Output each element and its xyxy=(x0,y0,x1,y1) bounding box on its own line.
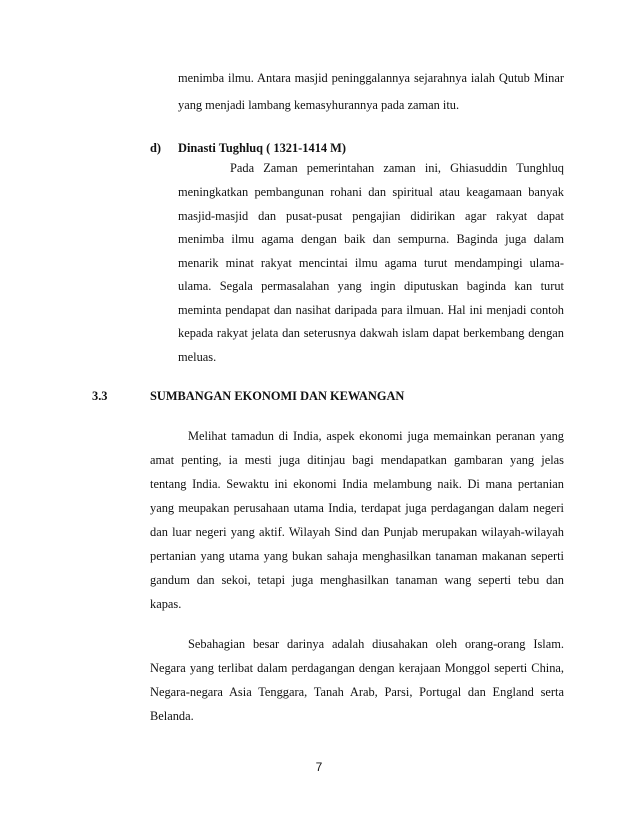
paragraph-line: Sebahagian besar darinya adalah diusahakan oleh orang-orang Islam. xyxy=(188,637,564,651)
section-number: 3.3 xyxy=(92,389,108,403)
paragraph-line: Belanda. xyxy=(150,709,194,723)
paragraph-line: kepada rakyat jelata dan seterusnya dakwah islam dapat berkembang dengan xyxy=(178,326,564,340)
paragraph-line: yang meupakan perusahaan utama India, terdapat juga perdagangan dalam negeri xyxy=(150,501,564,515)
subsection-heading: Dinasti Tughluq ( 1321-1414 M) xyxy=(178,141,346,155)
paragraph-line: yang menjadi lambang kemasyhurannya pada zaman itu. xyxy=(178,98,460,112)
paragraph-line: menarik minat rakyat mencintai ilmu agama turut mendampingi ulama- xyxy=(178,256,564,270)
paragraph-line: menimba ilmu agama dengan baik dan sempurna. Baginda juga dalam xyxy=(178,232,564,246)
paragraph-line: Negara-negara Asia Tenggara, Tanah Arab, Parsi, Portugal dan England serta xyxy=(150,685,564,699)
paragraph-line: kapas. xyxy=(150,597,182,611)
page-number: 7 xyxy=(315,760,323,774)
paragraph-line: pertanian yang utama yang bukan sahaja menghasilkan tanaman makanan seperti xyxy=(150,549,564,563)
section-heading: SUMBANGAN EKONOMI DAN KEWANGAN xyxy=(150,389,405,403)
paragraph-line: masjid-masjid dan pusat-pusat pengajian didirikan agar rakyat dapat xyxy=(178,209,564,223)
paragraph-line: gandum dan sekoi, tetapi juga menghasilkan tanaman wang seperti tebu dan xyxy=(150,573,564,587)
paragraph-line: meluas. xyxy=(178,350,217,364)
paragraph-line: Melihat tamadun di India, aspek ekonomi juga memainkan peranan yang xyxy=(188,429,564,443)
paragraph-line: amat penting, ia mesti juga ditinjau bagi mendapatkan gambaran yang jelas xyxy=(150,453,564,467)
paragraph-line: dan luar negeri yang aktif. Wilayah Sind dan Punjab merupakan wilayah-wilayah xyxy=(150,525,564,539)
paragraph-line: Pada Zaman pemerintahan zaman ini, Ghiasuddin Tunghluq xyxy=(230,161,564,175)
paragraph-line: meningkatkan pembangunan rohani dan spiritual atau keagamaan banyak xyxy=(178,185,564,199)
paragraph-line: tentang India. Sewaktu ini ekonomi India melambung naik. Di mana pertanian xyxy=(150,477,564,491)
paragraph-line: meminta pendapat dan nasihat daripada para ilmuan. Hal ini menjadi contoh xyxy=(178,303,564,317)
paragraph-line: menimba ilmu. Antara masjid peninggalannya sejarahnya ialah Qutub Minar xyxy=(178,71,564,85)
paragraph-line: ulama. Segala permasalahan yang ingin diputuskan baginda kan turut xyxy=(178,279,564,293)
list-marker: d) xyxy=(150,141,162,155)
paragraph-line: Negara yang terlibat dalam perdagangan dengan kerajaan Monggol seperti China, xyxy=(150,661,564,675)
